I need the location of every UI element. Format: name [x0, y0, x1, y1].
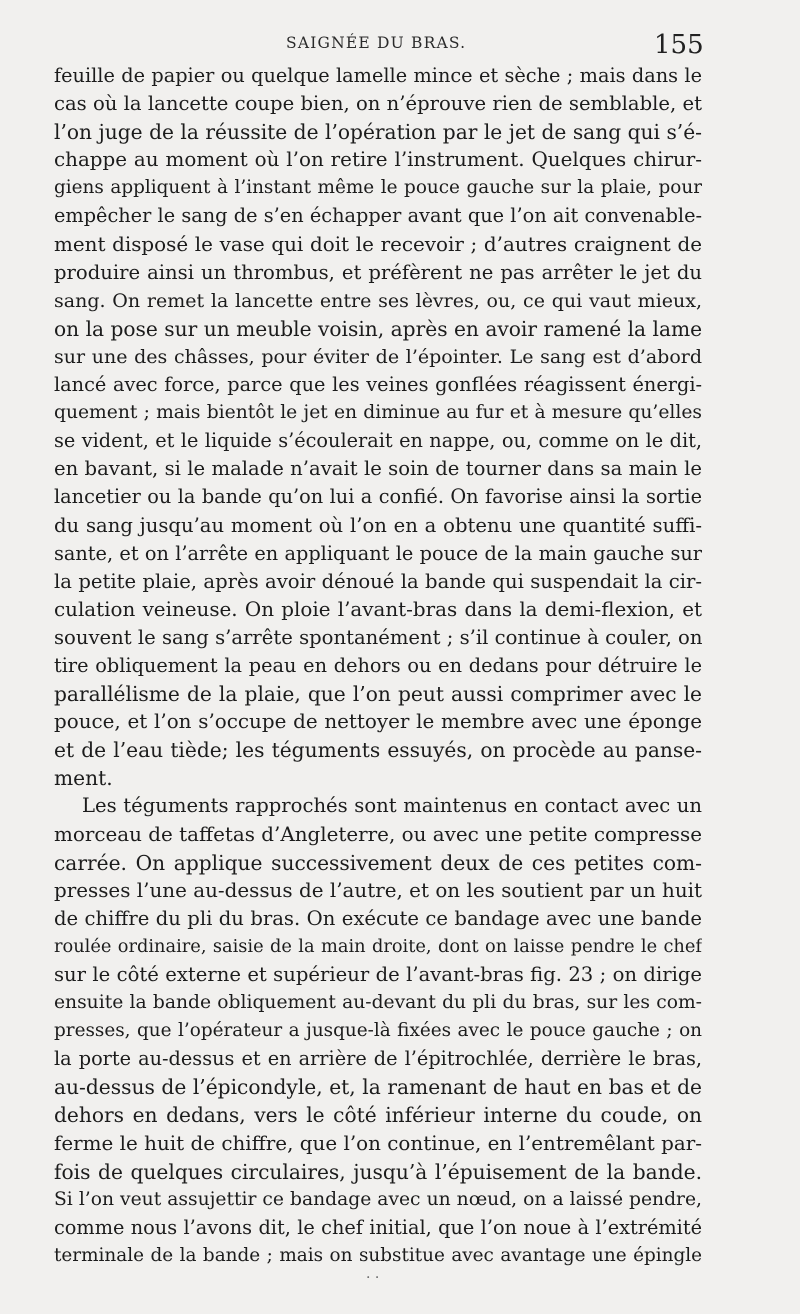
text-line: ment.	[54, 766, 113, 791]
running-title: SAIGNÉE DU BRAS.	[286, 34, 467, 52]
text-line: presses l’une au-dessus de l’autre, et on les soutient par un huit	[54, 878, 702, 902]
text-line: de chiffre du pli du bras. On exécute ce bandage avec une bande	[54, 906, 702, 930]
text-line: la porte au-dessus et en arrière de l’épitrochlée, derrière le bras,	[54, 1047, 702, 1071]
page-number: 155	[654, 30, 704, 60]
text-line: l’on juge de la réussite de l’opération par le jet de sang qui s’é-	[54, 120, 702, 145]
paragraph-start-line: Les téguments rapprochés sont maintenus en contact avec un	[82, 794, 702, 818]
text-line: sur le côté externe et supérieur de l’avant-bras fig. 23 ; on dirige	[54, 963, 702, 986]
text-line: carrée. On applique successivement deux de ces petites com-	[54, 850, 702, 875]
print-speck: · ·	[366, 1270, 380, 1286]
text-line: produire ainsi un thrombus, et préfèrent ne pas arrêter le jet du	[54, 260, 702, 284]
text-line: lancetier ou la bande qu’on lui a confié. On favorise ainsi la sortie	[54, 485, 702, 509]
text-line: sur une des châsses, pour éviter de l’épointer. Le sang est d’abord	[54, 345, 702, 368]
text-line: souvent le sang s’arrête spontanément ; s’il continue à couler, on	[54, 625, 702, 649]
text-line: on la pose sur un meuble voisin, après en avoir ramené la lame	[54, 316, 702, 341]
text-line: sang. On remet la lancette entre ses lèvres, ou, ce qui vaut mieux,	[54, 289, 702, 312]
text-line: lancé avec force, parce que les veines gonflées réagissent énergi-	[54, 373, 702, 397]
text-line: chappe au moment où l’on retire l’instrument. Quelques chirur-	[54, 148, 702, 172]
text-line: la petite plaie, après avoir dénoué la bande qui suspendait la cir-	[54, 569, 702, 593]
text-line: presses, que l’opérateur a jusque-là fixées avec le pouce gauche ; on	[54, 1020, 702, 1042]
text-line: fois de quelques circulaires, jusqu’à l’épuisement de la bande.	[54, 1159, 702, 1184]
text-line: tire obliquement la peau en dehors ou en dedans pour détruire le	[54, 653, 702, 677]
text-line: comme nous l’avons dit, le chef initial, que l’on noue à l’extrémité	[54, 1215, 702, 1239]
text-line: morceau de taffetas d’Angleterre, ou avec une petite compresse	[54, 822, 702, 846]
text-line: parallélisme de la plaie, que l’on peut aussi comprimer avec le	[54, 682, 702, 707]
text-line: giens appliquent à l’instant même le pouce gauche sur la plaie, pour	[54, 177, 702, 199]
text-line: cas où la lancette coupe bien, on n’éprouve rien de semblable, et	[54, 92, 702, 116]
text-line: pouce, et l’on s’occupe de nettoyer le membre avec une éponge	[54, 710, 702, 734]
text-line: ferme le huit de chiffre, que l’on continue, en l’entremêlant par-	[54, 1131, 702, 1155]
text-line: terminale de la bande ; mais on substitue avec avantage une épingle	[54, 1244, 702, 1266]
text-line: sante, et on l’arrête en appliquant le pouce de la main gauche sur	[54, 541, 702, 565]
text-line: Si l’on veut assujettir ce bandage avec un nœud, on a laissé pendre,	[54, 1188, 702, 1210]
text-line: roulée ordinaire, saisie de la main droite, dont on laisse pendre le chef	[54, 935, 702, 957]
text-line: ment disposé le vase qui doit le recevoir ; d’autres craignent de	[54, 232, 702, 256]
text-line: culation veineuse. On ploie l’avant-bras dans la demi-flexion, et	[54, 597, 702, 621]
text-line: dehors en dedans, vers le côté inférieur interne du coude, on	[54, 1103, 702, 1128]
text-line: ensuite la bande obliquement au-devant du pli du bras, sur les com-	[54, 992, 702, 1014]
text-line: du sang jusqu’au moment où l’on en a obtenu une quantité suffi-	[54, 513, 702, 537]
text-line: en bavant, si le malade n’avait le soin de tourner dans sa main le	[54, 457, 702, 481]
body-text	[54, 62, 702, 1270]
text-line: quement ; mais bientôt le jet en diminue au fur et à mesure qu’elles	[54, 402, 702, 424]
text-line: et de l’eau tiède; les téguments essuyés, on procède au panse-	[54, 738, 702, 763]
text-line: au-dessus de l’épicondyle, et, la ramenant de haut en bas et de	[54, 1075, 702, 1100]
text-line: feuille de papier ou quelque lamelle mince et sèche ; mais dans le	[54, 64, 702, 87]
text-line: empêcher le sang de s’en échapper avant que l’on ait convenable-	[54, 204, 702, 228]
text-line: se vident, et le liquide s’écoulerait en nappe, ou, comme on le dit,	[54, 429, 702, 453]
